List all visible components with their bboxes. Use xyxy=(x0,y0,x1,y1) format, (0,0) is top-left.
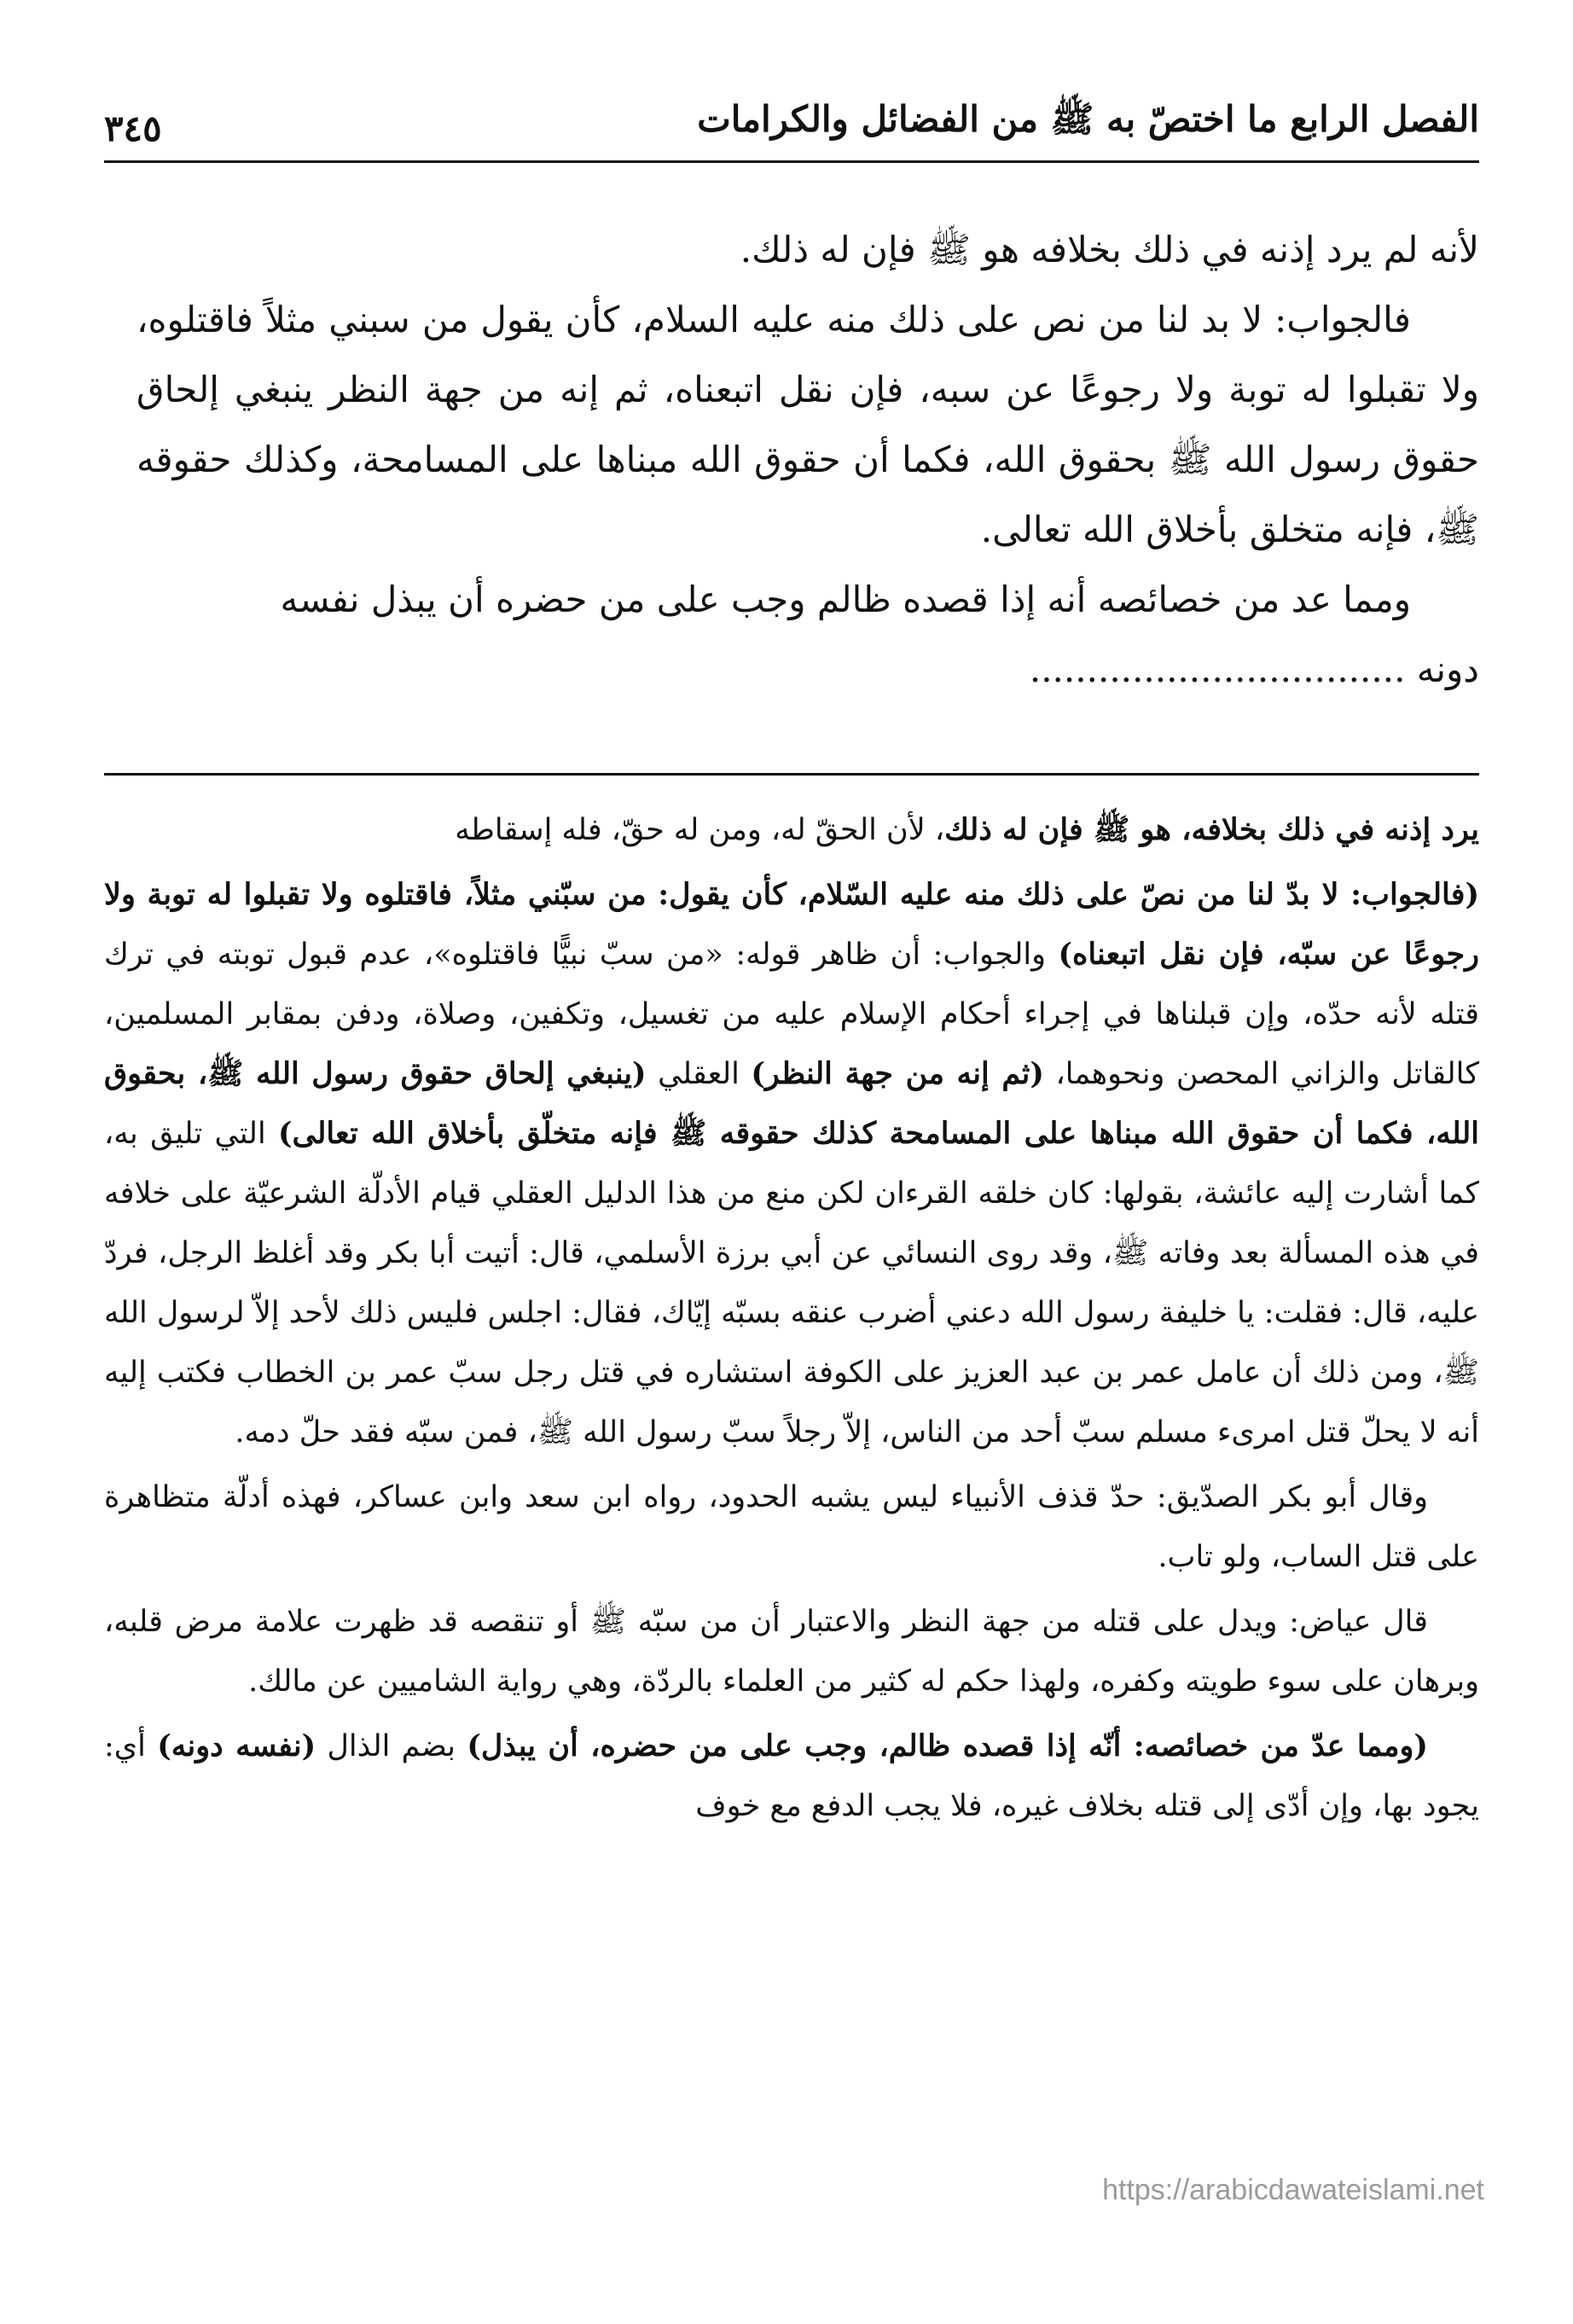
quoted-matn: (ينبغي إلحاق حقوق رسول الله ﷺ، بحقوق الله، فكما أن حقوق الله مبناها على المسامحة كذلك حقوقه ﷺ فإنه متخلّق بأخلاق الله تعالى) xyxy=(104,1056,1479,1151)
commentary-paragraph xyxy=(104,800,1479,860)
commentary-span: ، لأن الحقّ له، ومن له حقّ، فله إسقاطه xyxy=(455,813,945,847)
commentary-paragraph: وقال أبو بكر الصدّيق: حدّ قذف الأنبياء ليس يشبه الحدود، رواه ابن سعد وابن عساكر، فهذه أدلّة متظاهرة على قتل الساب، ولو تاب. xyxy=(104,1480,1479,1574)
quoted-matn: يرد إذنه في ذلك بخلافه، هو ﷺ فإن له ذلك xyxy=(944,812,1479,847)
quoted-matn: (ثم إنه من جهة النظر) xyxy=(751,1056,1044,1091)
main-text-continuation xyxy=(136,635,1479,705)
page-header xyxy=(104,90,1479,149)
quoted-matn: (فالجواب: لا بدّ لنا من نصّ على ذلك منه عليه السّلام، كأن يقول: من سبّني مثلاً، فاقتلوه ولا تقبلوا له توبة ولا رجوعًا عن سبّه، فإن نقل اتبعناه) xyxy=(104,877,1479,972)
commentary-span: التي تليق به، كما أشارت إليه عائشة، بقولها: كان خلقه القرءان لكن منع من هذا الدليل العقلي قيام الأدلّة الشرعيّة على خلافه في هذه المسألة بعد وفاته ﷺ، وقد روى النسائي عن أبي برزة الأسلمي، قال: أتيت أبا بكر وقد أغلظ الرجل، فردّ عليه، قال: فقلت: يا خليفة رسول الله دعني أضرب عنقه بسبّه إيّاك، فقال: اجلس فليس ذلك لأحد إلاّ لرسول الله ﷺ، ومن ذلك أن عامل عمر بن عبد العزيز على الكوفة استشاره في قتل رجل سبّ عمر بن الخطاب فكتب إليه أنه لا يحلّ قتل امرىء مسلم سبّ أحد من الناس، إلاّ رجلاً سبّ رسول الله ﷺ، فمن سبّه فقد حلّ دمه. xyxy=(104,1117,1479,1450)
page-number: ٣٤٥ xyxy=(104,107,162,149)
dotted-leader: ................................. xyxy=(1029,648,1406,690)
main-text-last-word: دونه xyxy=(1416,648,1479,690)
commentary-span: والجواب: أن ظاهر قوله: «من سبّ نبيًّا فاقتلوه»، عدم قبول توبته في ترك قتله لأنه حدّه، وإن قبلناها في إجراء أحكام الإسلام عليه من تغسيل، وتكفين، وصلاة، ودفن بمقابر المسلمين، كالقاتل والزاني المحصن ونحوهما، xyxy=(104,938,1479,1091)
main-text xyxy=(136,215,1479,705)
main-text-paragraph: فالجواب: لا بد لنا من نص على ذلك منه عليه السلام، كأن يقول من سبني مثلاً فاقتلوه، ولا تقبلوا له توبة ولا رجوعًا عن سبه، فإن نقل اتبعناه، ثم إنه من جهة النظر ينبغي إلحاق حقوق رسول الله ﷺ بحقوق الله، فكما أن حقوق الله مبناها على المسامحة، وكذلك حقوقه ﷺ، فإنه متخلق بأخلاق الله تعالى. xyxy=(136,299,1479,550)
quoted-matn: (ومما عدّ من خصائصه: أنّه إذا قصده ظالم، وجب على من حضره، أن يبذل) xyxy=(467,1728,1428,1763)
commentary-span: بضم الذال xyxy=(316,1729,467,1763)
section-divider xyxy=(104,773,1479,776)
commentary-paragraph xyxy=(104,865,1479,1462)
commentary-text xyxy=(104,800,1479,1841)
commentary-span: العقلي xyxy=(646,1057,752,1091)
commentary-span: أي: يجود بها، وإن أدّى إلى قتله بخلاف غيره، فلا يجب الدفع مع خوف xyxy=(104,1729,1479,1823)
header-rule xyxy=(104,160,1479,163)
chapter-title: الفصل الرابع ما اختصّ به ﷺ من الفضائل والكرامات xyxy=(697,98,1479,140)
quoted-matn: (نفسه دونه) xyxy=(157,1728,316,1763)
commentary-paragraph: قال عياض: ويدل على قتله من جهة النظر والاعتبار أن من سبّه ﷺ أو تنقصه قد ظهرت علامة مرض قلبه، وبرهان على سوء طويته وكفره، ولهذا حكم له كثير من العلماء بالردّة، وهي رواية الشاميين عن مالك. xyxy=(104,1605,1479,1699)
watermark-url: https://arabicdawateislami.net xyxy=(1102,2174,1484,2206)
main-text-paragraph: ومما عد من خصائصه أنه إذا قصده ظالم وجب على من حضره أن يبذل نفسه xyxy=(280,578,1411,620)
commentary-paragraph xyxy=(104,1717,1479,1836)
main-text-paragraph: لأنه لم يرد إذنه في ذلك بخلافه هو ﷺ فإن له ذلك. xyxy=(740,229,1479,270)
